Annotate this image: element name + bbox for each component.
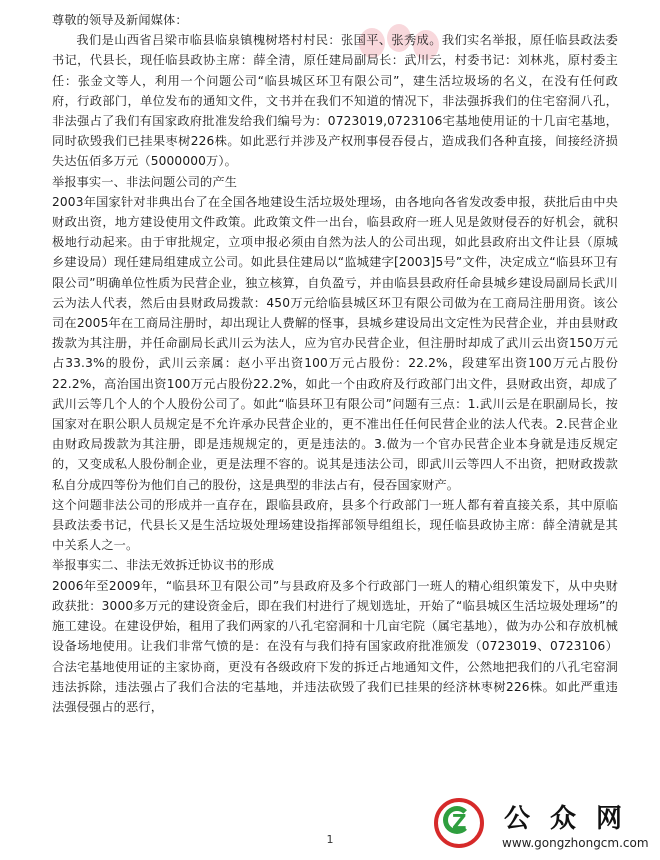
watermark-url: www.gongzhongcm.com — [502, 836, 649, 850]
section-heading-2: 举报事实二、非法无效拆迁协议书的形成 — [52, 558, 275, 573]
gz-logo-icon: Z — [434, 798, 484, 848]
greeting: 尊敬的领导及新闻媒体： — [52, 13, 188, 27]
watermark — [420, 792, 660, 860]
intro-paragraph: 我们是山西省吕梁市临县临泉镇槐树塔村村民：张国平、张秀成。我们实名举报，原任临县政法委书记，代县长，现任临县政协主席：薛全清，原任建局副局长：武川云，村委书记：刘林兆，原村委主任：张金文等人，利用一个问题公司“临县城区环卫有限公司”，建生活垃圾场的名义，在没有任何政府，行政部门，单位发布的通知文件，文书并在我们不知道的情况下，非法强拆我们的住宅窑洞八孔，非法强占了我们有国家政府批准发给我们编号为：0723019,0723106宅基地使用证的十几亩宅基地，同时砍毁我们已挂果枣树226株。如此恶行并涉及产权刑事侵吞侵占，造成我们各种直接，间接经济损失达伍佰多万元（5000000万）。 — [52, 33, 618, 169]
watermark-title: 公众网 — [504, 804, 643, 834]
document-body — [52, 10, 618, 717]
section-heading-1: 举报事实一、非法问题公司的产生 — [52, 174, 238, 189]
paragraph-3: 2006年至2009年，“临县环卫有限公司”与县政府及多个行政部门一班人的精心组织策发下，从中央财政获批：3000多万元的建设资金后，即在我们村进行了规划选址，开始了“临县城区生活垃圾处理场”的施工建设。在建设伊始，租用了我们两家的八孔宅窑洞和十几亩宅院（属宅基地），做为办公和存放机械设备场地使用。让我们非常气愤的是：在没有与我们持有国家政府批准颁发（0723019、0723106）合法宅基地使用证的主家协商，更没有各级政府下发的拆迁占地通知文件，公然地把我们的八孔宅窑洞违法拆除，违法强占了我们合法的宅基地，并违法砍毁了我们已挂果的经济林枣树226株。如此严重违法强侵强占的恶行， — [52, 578, 618, 714]
page-number: 1 — [326, 833, 334, 846]
paragraph-1: 2003年国家针对非典出台了在全国各地建设生活垃圾处理场，由各地向各省发改委申报，获批后由中央财政出资，地方建设使用文件政策。此政策文件一出台，临县政府一班人见是敛财侵吞的好机会，就积极地行动起来。由于审批规定，立项申报必须由自然为法人的公司出现，如此县政府出文件让县（原城乡建设局）现任建局组建成立公司。如此县住建局以“监城建字[2003]5号”文件，决定成立“临县环卫有限公司”明确单位性质为民营企业，独立核算，自负盈亏，并由临县县政府任命县城乡建设局副局长武川云为法人代表，然后由县财政局拨款：450万元给临县城区环卫有限公司做为在工商局注册用资。该公司在2005年在工商局注册时，却出现让人费解的怪事，县城乡建设局出文定性为民营企业，并由县财政拨款为其注册，并任命副局长武川云为法人，应为官办民营企业，但注册时却成了武川云出资150万元占33.3%的股份，武川云亲属：赵小平出资100万元占股份：22.2%，段建军出资100万元占股份22.2%，高治国出资100万元占股份22.2%，如此一个由政府及行政部门出文件，县财政出资，却成了武川云等几个人的个人股份公司了。如此“临县环卫有限公司”问题有三点：1.武川云是在职副局长，按国家对在职公职人员规定是不允许承办民营企业的，更不准出任任何民营企业的法人代表。2.民营企业由财政局拨款为其注册，即是违规规定的，更是违法的。3.做为一个官办民营企业本身就是违反规定的，又变成私人股份制企业，更是法理不容的。说其是违法公司，即武川云等四人不出资，把财政拨款私自分成四等份为他们自己的股份，这是典型的非法占有，侵吞国家财产。 — [52, 194, 618, 492]
paragraph-2: 这个问题非法公司的形成并一直存在，跟临县政府，县多个行政部门一班人都有着直接关系，其中原临县政法委书记，代县长又是生活垃圾处理场建设指挥部领导组组长，现任临县政协主席：薛全清就是其中关系人之一。 — [52, 497, 618, 553]
